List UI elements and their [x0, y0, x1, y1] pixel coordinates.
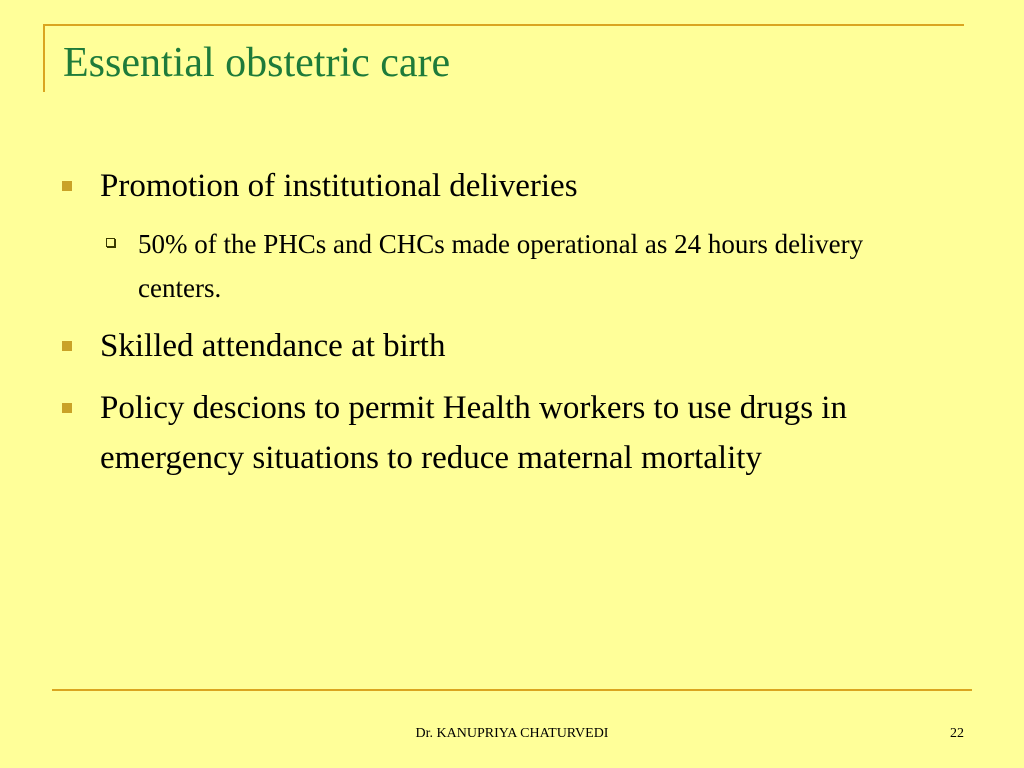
square-bullet-icon [62, 181, 72, 191]
title-frame-left-line [43, 24, 45, 92]
square-bullet-icon [62, 341, 72, 351]
bullet-text: Promotion of institutional deliveries [100, 168, 578, 204]
bullet-text: Policy descions to permit Health workers to use drugs in emergency situations to reduce maternal mortality [100, 390, 847, 476]
slide-title: Essential obstetric care [63, 40, 451, 86]
hollow-square-bullet-icon [106, 238, 115, 247]
sub-bullet-text: 50% of the PHCs and CHCs made operational as 24 hours delivery centers. [138, 229, 864, 303]
square-bullet-icon [62, 403, 72, 413]
footer-divider [52, 689, 972, 691]
title-frame-top-line [44, 24, 964, 26]
footer-author: Dr. KANUPRIYA CHATURVEDI [415, 726, 609, 741]
page-number: 22 [950, 726, 964, 741]
bullet-text: Skilled attendance at birth [100, 328, 446, 364]
